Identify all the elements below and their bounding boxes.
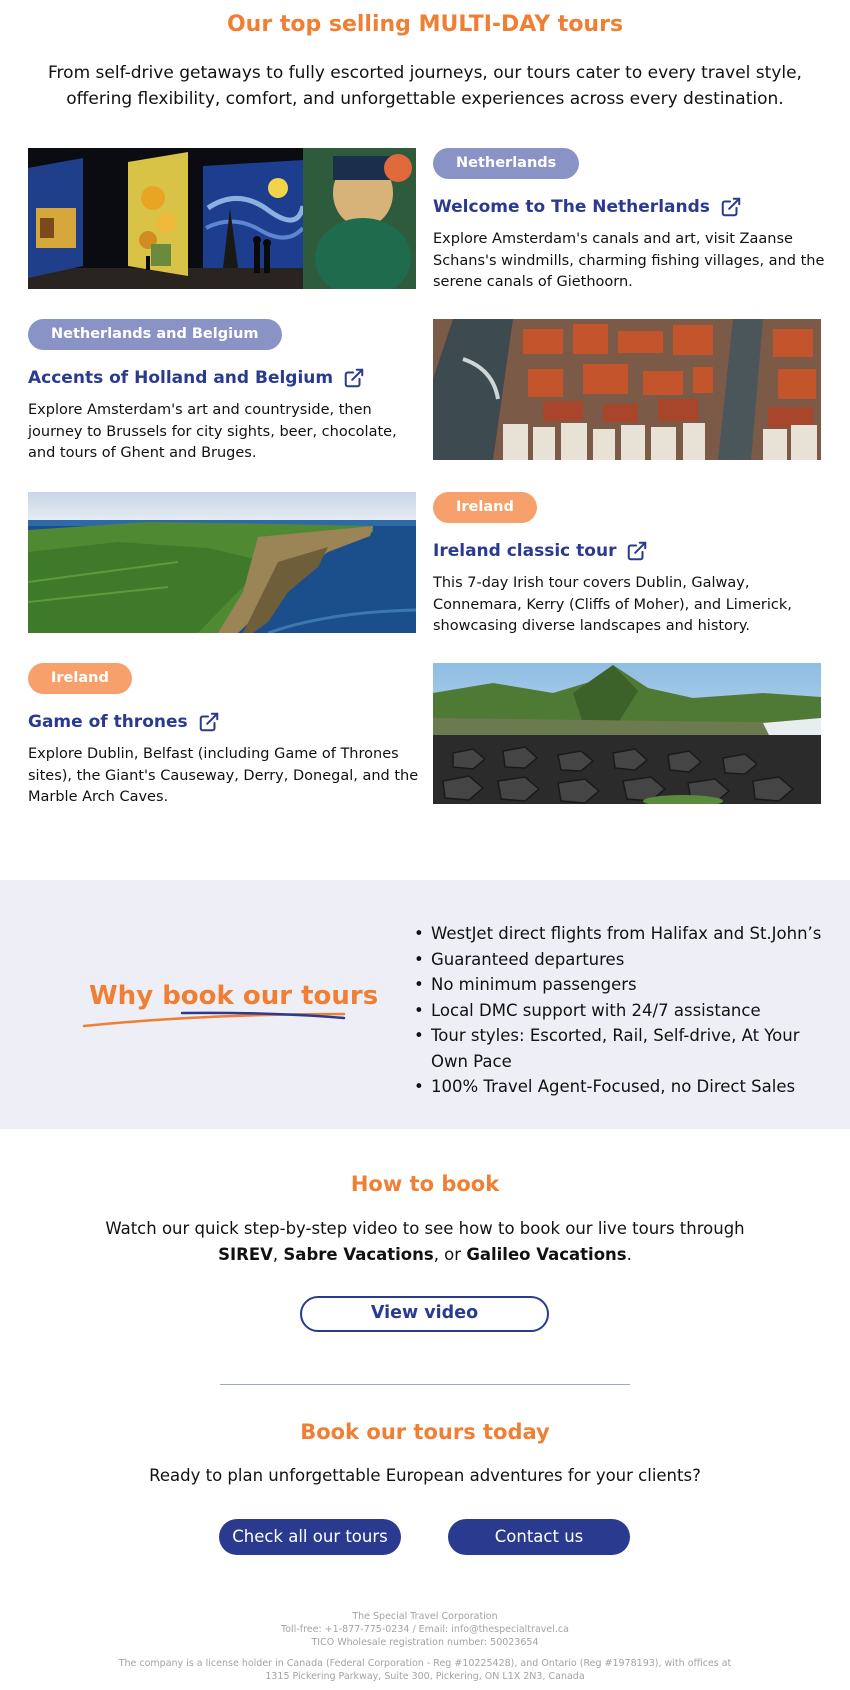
tour-title: Accents of Holland and Belgium bbox=[28, 368, 334, 388]
tour-description: This 7-day Irish tour covers Dublin, Galway, Connemara, Kerry (Cliffs of Moher), and Limerick, showcasing diverse landscapes and history. bbox=[433, 575, 792, 634]
tour-image-cliffs-of-moher[interactable] bbox=[28, 492, 416, 633]
why-book-item: • Guaranteed departures bbox=[414, 947, 824, 973]
why-book-list bbox=[414, 921, 824, 1100]
system-sabre: Sabre Vacations bbox=[283, 1245, 434, 1264]
tour-card-holland-belgium bbox=[28, 319, 420, 465]
footer-company: The Special Travel Corporation bbox=[352, 1611, 498, 1622]
footer-address: 1315 Pickering Parkway, Suite 300, Pickering, ON L1X 2N3, Canada bbox=[265, 1671, 585, 1682]
how-to-book-text: Watch our quick step-by-step video to see how to book our live tours through SIREV, Sabre Vacations, or Galileo Vacations. bbox=[105, 1219, 745, 1264]
footer-tico: TICO Wholesale registration number: 50023654 bbox=[311, 1637, 539, 1648]
why-book-title: Why book our tours bbox=[89, 981, 379, 1011]
tour-badge: Netherlands bbox=[433, 148, 579, 179]
system-galileo: Galileo Vacations bbox=[466, 1245, 627, 1264]
why-book-item: • WestJet direct flights from Halifax and St.John’s bbox=[414, 921, 824, 947]
intro-text: From self-drive getaways to fully escorted journeys, our tours cater to every travel style, offering flexibility, comfort, and unforgettable experiences across every destination. bbox=[48, 63, 802, 109]
section-divider bbox=[220, 1384, 630, 1385]
tour-image-giants-causeway[interactable] bbox=[433, 663, 821, 804]
contact-us-button[interactable]: Contact us bbox=[448, 1519, 630, 1555]
tour-title-link[interactable] bbox=[28, 711, 420, 733]
why-book-underline bbox=[82, 1008, 346, 1030]
tour-title-link[interactable] bbox=[433, 196, 825, 218]
why-book-item: • Local DMC support with 24/7 assistance bbox=[414, 998, 824, 1024]
book-tours-text: Ready to plan unforgettable European adventures for your clients? bbox=[149, 1466, 701, 1485]
tour-card-ireland-classic bbox=[433, 492, 825, 638]
check-all-tours-button[interactable]: Check all our tours bbox=[219, 1519, 401, 1555]
why-book-section bbox=[0, 880, 850, 1129]
tour-card-game-of-thrones bbox=[28, 663, 420, 809]
tour-badge: Ireland bbox=[28, 663, 132, 694]
why-book-item: • No minimum passengers bbox=[414, 972, 824, 998]
tour-title: Welcome to The Netherlands bbox=[433, 197, 710, 217]
tour-card-netherlands bbox=[433, 148, 825, 294]
tour-title: Ireland classic tour bbox=[433, 541, 617, 561]
why-book-item: • 100% Travel Agent-Focused, no Direct Sales bbox=[414, 1074, 824, 1100]
footer-license: The company is a license holder in Canada (Federal Corporation - Reg #10225428), and Ontario (Reg #1978193), with offices at bbox=[118, 1658, 732, 1669]
tour-badge: Netherlands and Belgium bbox=[28, 319, 282, 350]
why-book-item: • Tour styles: Escorted, Rail, Self-drive, At Your Own Pace bbox=[414, 1023, 824, 1074]
tour-title: Game of thrones bbox=[28, 712, 188, 732]
tour-description: Explore Dublin, Belfast (including Game of Thrones sites), the Giant's Causeway, Derry, Donegal, and the Marble Arch Caves. bbox=[28, 746, 419, 805]
tour-image-van-gogh-gallery[interactable] bbox=[28, 148, 416, 289]
how-to-book-title: How to book bbox=[350, 1172, 500, 1196]
system-sirev: SIREV bbox=[218, 1245, 273, 1264]
external-link-icon[interactable] bbox=[198, 711, 220, 733]
footer-contact: Toll-free: +1-877-775-0234 / Email: info@thespecialtravel.ca bbox=[281, 1624, 569, 1635]
external-link-icon[interactable] bbox=[626, 540, 648, 562]
tour-image-bruges-aerial[interactable] bbox=[433, 319, 821, 460]
external-link-icon[interactable] bbox=[343, 367, 365, 389]
view-video-button[interactable]: View video bbox=[300, 1296, 549, 1332]
tour-description: Explore Amsterdam's canals and art, visit Zaanse Schans's windmills, charming fishing villages, and the serene canals of Giethoorn. bbox=[433, 231, 825, 290]
tour-badge: Ireland bbox=[433, 492, 537, 523]
tour-title-link[interactable] bbox=[28, 367, 420, 389]
page-title: Our top selling MULTI-DAY tours bbox=[226, 12, 624, 37]
external-link-icon[interactable] bbox=[720, 196, 742, 218]
book-tours-title: Book our tours today bbox=[300, 1420, 550, 1444]
tour-description: Explore Amsterdam's art and countryside, then journey to Brussels for city sights, beer, chocolate, and tours of Ghent and Bruges. bbox=[28, 402, 397, 461]
tour-title-link[interactable] bbox=[433, 540, 825, 562]
